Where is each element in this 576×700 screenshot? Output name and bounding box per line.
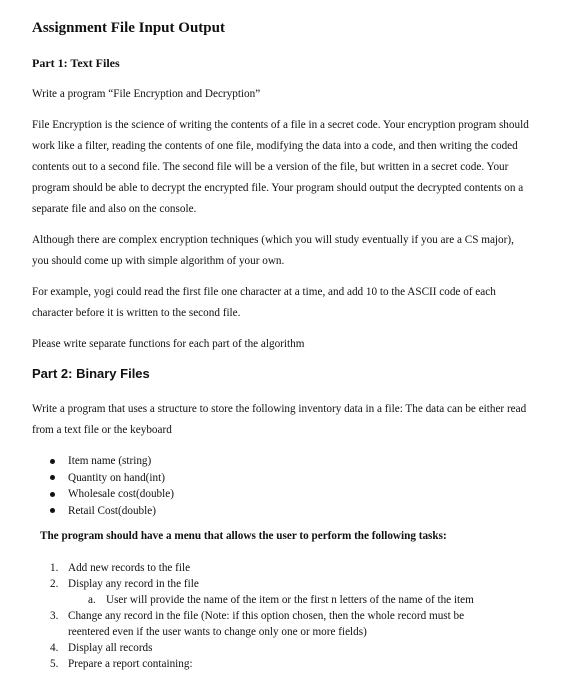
part2-heading: Part 2: Binary Files (32, 366, 150, 381)
list-item: 1. Add new records to the file (50, 562, 191, 574)
part1-paragraph-encryption: File Encryption is the science of writing the contents of a file in a secret code. Your encryption program should work like a filter, reading the contents of one file, modifying the data into a code, and then writing the coded contents out to a second file. The second file will be a version of the file, but written in a secret code. Your program should be able to decrypt the encrypted file. Your program should output the decrypted contents on a separate file and also on the console. (32, 119, 529, 215)
part1-intro: Write a program “File Encryption and Decryption” (32, 88, 261, 100)
bullet-icon (50, 508, 55, 513)
menu-heading: The program should have a menu that allows the user to perform the following tasks: (40, 530, 447, 542)
part1-paragraph-functions: Please write separate functions for each part of the algorithm (32, 338, 305, 350)
list-item: Wholesale cost(double) (50, 486, 174, 503)
list-item: a. User will provide the name of the item or the first n letters of the name of the item (88, 594, 474, 606)
list-item: 2. Display any record in the file (50, 578, 199, 590)
list-item: Quantity on hand(int) (50, 470, 174, 487)
part1-heading: Part 1: Text Files (32, 56, 120, 70)
list-item: 4. Display all records (50, 642, 153, 654)
list-item: Item name (string) (50, 453, 174, 470)
document-title: Assignment File Input Output (32, 20, 225, 36)
list-item-continuation: reentered even if the user wants to change only one or more fields) (68, 626, 367, 638)
task-list (50, 560, 474, 672)
part1-paragraph-example: For example, yogi could read the first file one character at a time, and add 10 to the ASCII code of each character before it is written to the second file. (32, 286, 496, 319)
list-item: 5. Prepare a report containing: (50, 658, 193, 670)
list-item: Retail Cost(double) (50, 503, 174, 520)
bullet-icon (50, 459, 55, 464)
list-item: 3. Change any record in the file (Note: if this option chosen, then the whole record must be (50, 610, 465, 622)
bullet-icon (50, 475, 55, 480)
inventory-bullet-list (50, 453, 174, 519)
part1-paragraph-techniques: Although there are complex encryption techniques (which you will study eventually if you are a CS major), you should come up with simple algorithm of your own. (32, 234, 514, 267)
bullet-icon (50, 492, 55, 497)
part2-intro: Write a program that uses a structure to store the following inventory data in a file: The data can be either read from a text file or the keyboard (32, 403, 527, 436)
